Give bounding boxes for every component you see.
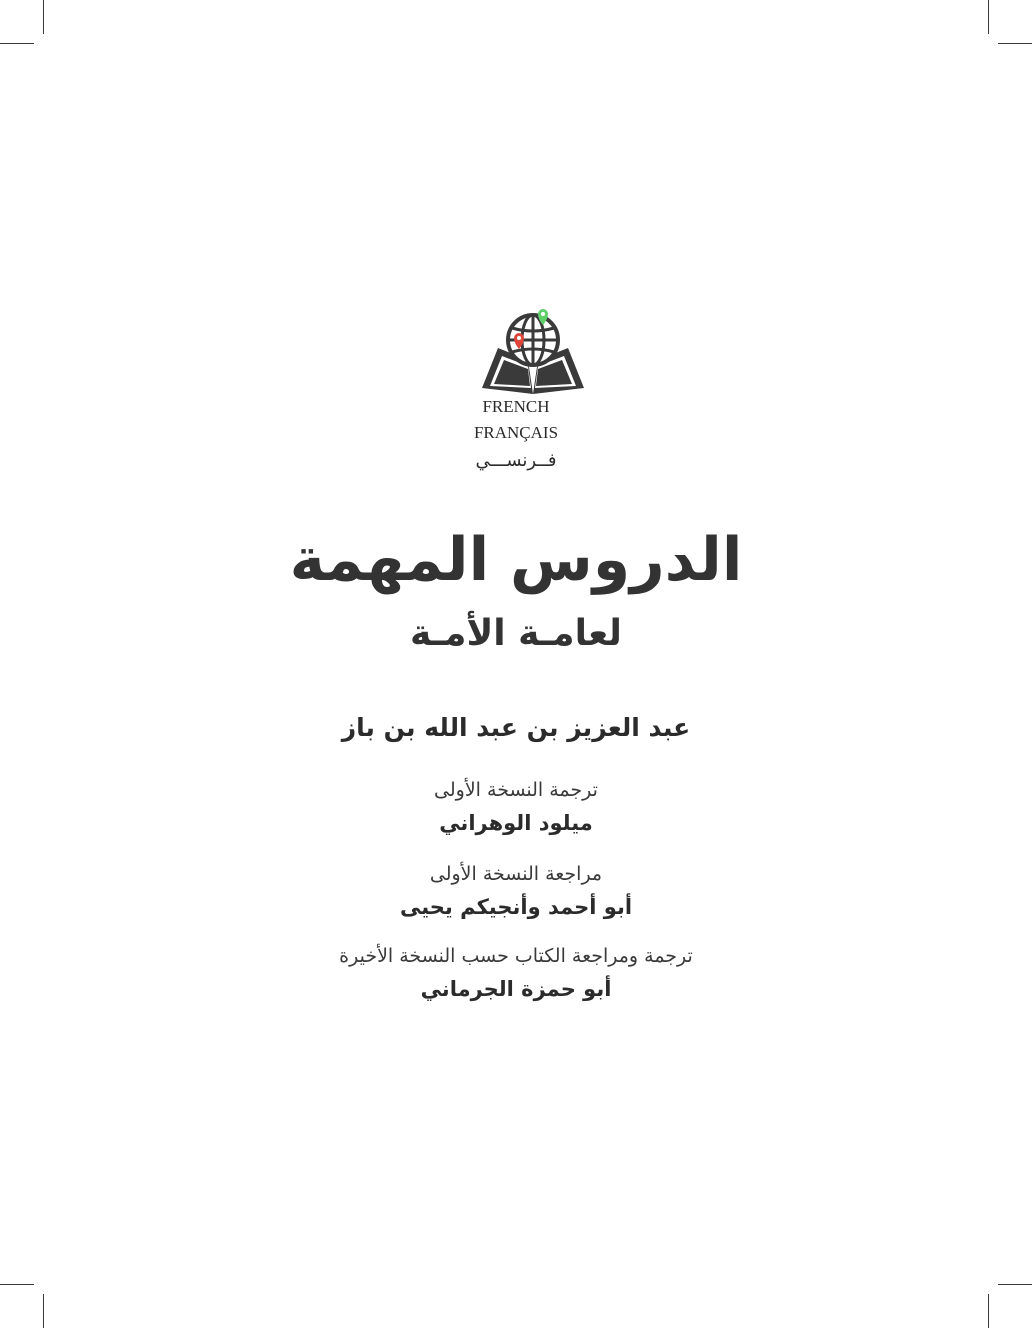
book-subtitle: لعامـة الأمـة xyxy=(410,613,622,654)
book-title: الدروس المهمة xyxy=(289,525,743,595)
language-label-french: FRANÇAIS xyxy=(473,423,559,442)
language-label-arabic: فــرنســـي xyxy=(475,450,557,471)
book-author: عبد العزيز بن عبد الله بن باز xyxy=(341,713,691,742)
credit-name-final-translator: أبو حمزة الجرماني xyxy=(420,977,612,1001)
globe-book-icon xyxy=(478,308,588,398)
credit-role-first-translation: ترجمة النسخة الأولى xyxy=(434,779,598,801)
crop-mark-top-right-horizontal xyxy=(998,43,1032,44)
publisher-logo xyxy=(478,308,588,398)
crop-mark-bottom-right-horizontal xyxy=(998,1284,1032,1285)
crop-mark-bottom-left-horizontal xyxy=(0,1284,34,1285)
credit-name-first-translator: ميلود الوهراني xyxy=(439,811,593,835)
crop-mark-bottom-left-vertical xyxy=(43,1294,44,1328)
crop-mark-top-right-vertical xyxy=(988,0,989,34)
crop-mark-bottom-right-vertical xyxy=(988,1294,989,1328)
credit-name-first-reviewer: أبو أحمد وأنجيكم يحيى xyxy=(399,895,633,919)
language-label-english: FRENCH xyxy=(482,397,550,416)
credit-role-first-review: مراجعة النسخة الأولى xyxy=(429,863,603,885)
crop-mark-top-left-horizontal xyxy=(0,43,34,44)
credit-role-final-translation-review: ترجمة ومراجعة الكتاب حسب النسخة الأخيرة xyxy=(339,945,693,967)
crop-mark-top-left-vertical xyxy=(43,0,44,34)
